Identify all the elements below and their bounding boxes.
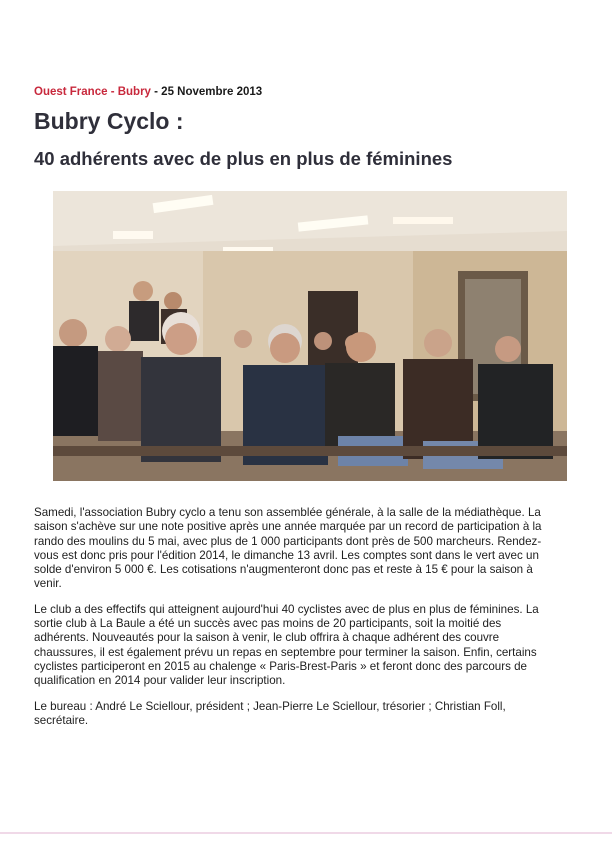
person-head (165, 323, 197, 355)
newspaper-source: Ouest France - Bubry (34, 86, 151, 98)
article-subtitle: 40 adhérents avec de plus en plus de féminines (34, 148, 453, 169)
article-photo (53, 191, 567, 481)
article-source-line (34, 86, 262, 98)
article-body (34, 506, 554, 739)
person-head (59, 319, 87, 347)
article-title: Bubry Cyclo : (34, 108, 184, 134)
page-bottom-line (0, 832, 612, 834)
ceiling-light (393, 217, 453, 224)
person-head (270, 333, 300, 363)
paragraph-assembly: Samedi, l'association Bubry cyclo a tenu son assemblée générale, à la salle de la médiathèque. La saison s'achève sur une note positive après une année marquée par un record de participation à la rando des moulins du 5 mai, avec plus de 1 000 participants dont près de 500 marcheurs. Rendez-vous est donc pris pour l'édition 2014, le dimanche 13 avril. Les comptes sont dans le vert avec un solde d'environ 5 000 €. Les cotisations n'augmenteront donc pas et reste à 15 € pour la saison à venir. (34, 506, 542, 591)
person-head (495, 336, 521, 362)
person-head (105, 326, 131, 352)
paragraph-bureau: Le bureau : André Le Sciellour, président ; Jean-Pierre Le Sciellour, trésorier ; Christian Foll, secrétaire. (34, 699, 506, 727)
paragraph-club: Le club a des effectifs qui atteignent aujourd'hui 40 cyclistes avec de plus en plus de féminines. La sortie club à La Baule a été un succès avec pas moins de 20 participants, soit la moitié des adhérents. Nouveautés pour la saison à venir, le club offrira à chaque adhérent des couvre chaussures, il est également prévu un repas en septembre pour terminer la saison. Enfin, certains cyclistes participeront en 2015 au chalenge « Paris-Brest-Paris » et feront donc des parcours de qualification en 2014 pour valider leur inscription. (34, 602, 539, 688)
meeting-room-photo (53, 191, 567, 481)
publication-date: - 25 Novembre 2013 (154, 86, 263, 98)
person-head (346, 332, 376, 362)
person-head (424, 329, 452, 357)
ceiling-light (113, 231, 153, 239)
